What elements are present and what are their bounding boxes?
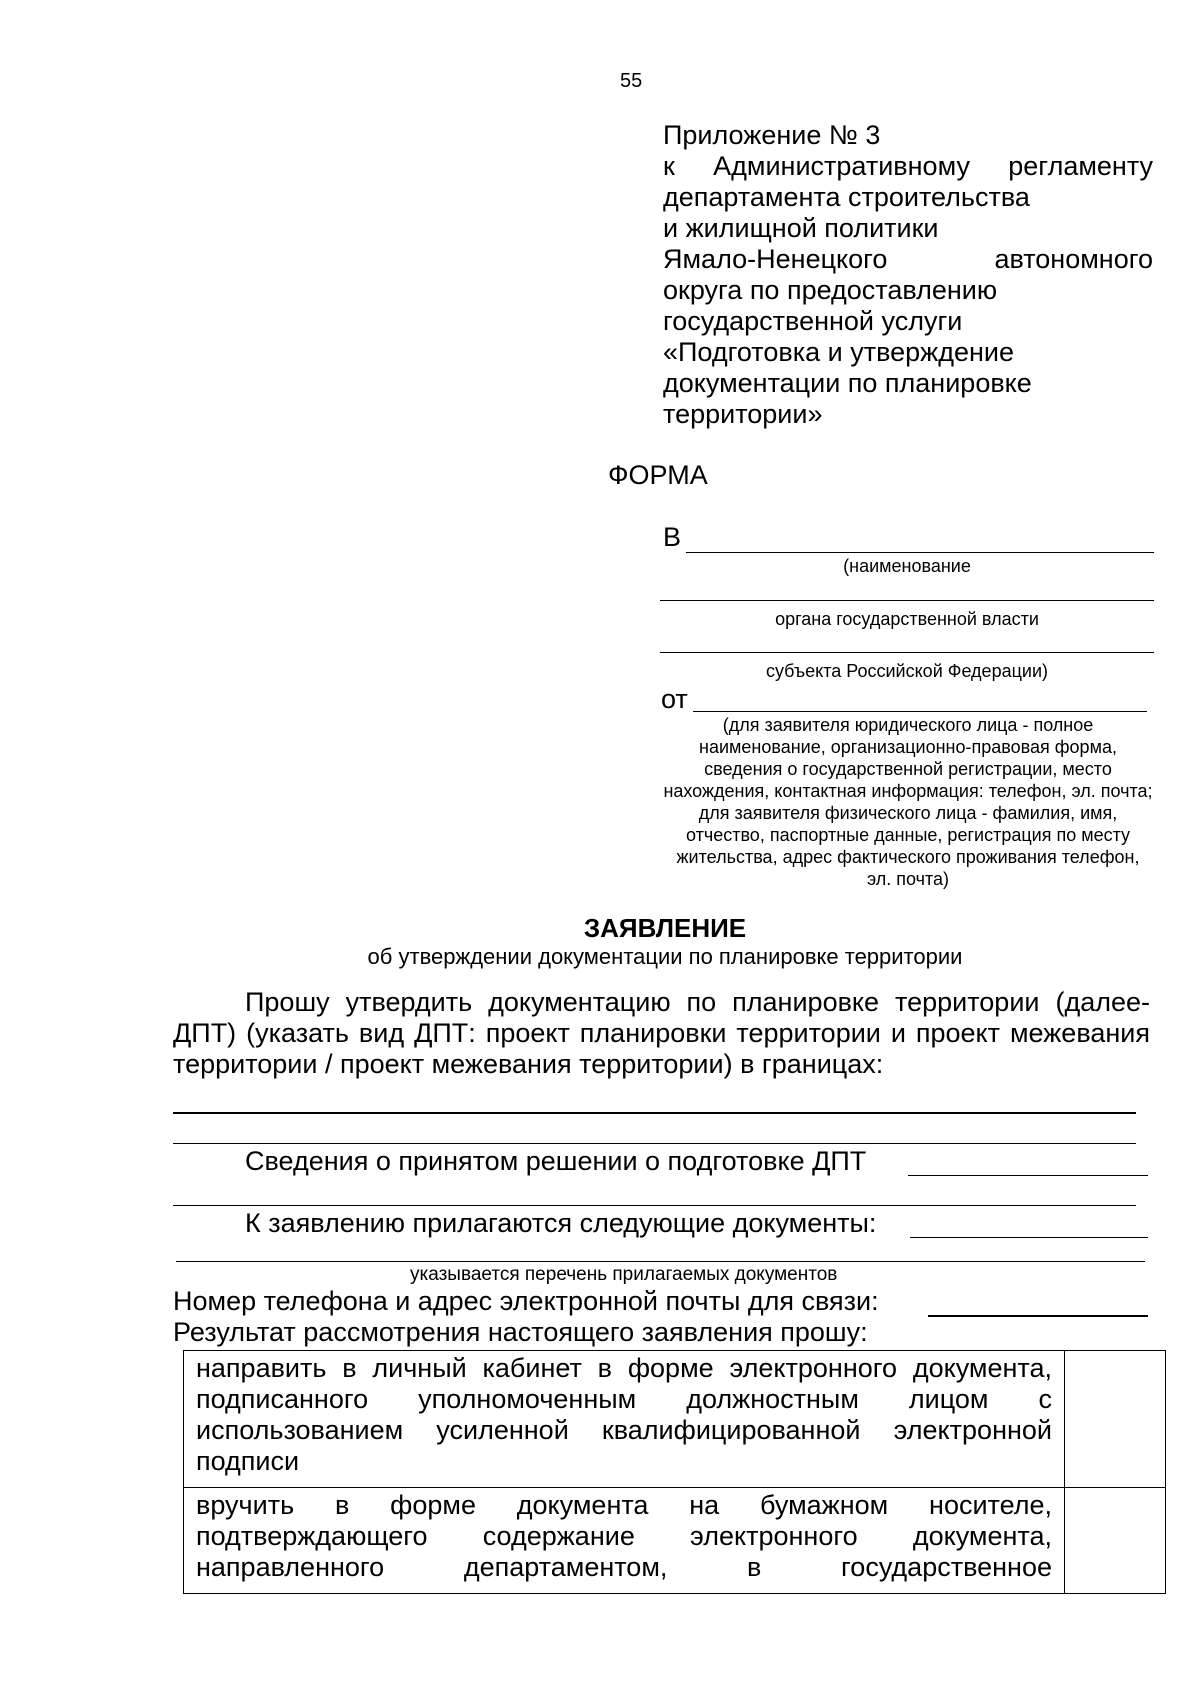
- attachments-fill-line: [910, 1237, 1148, 1238]
- boundaries-fill-line: [173, 1112, 1136, 1114]
- appendix-line: документации по планировке: [663, 368, 1032, 398]
- appendix-line: округа по предоставлению: [663, 275, 998, 305]
- appendix-line: Ямало-Ненецкого автономного: [663, 244, 1153, 274]
- recipient-prefix: В: [663, 522, 682, 552]
- result-label: Результат рассмотрения настоящего заявления прошу:: [173, 1317, 868, 1347]
- recipient-caption: органа государственной власти: [775, 609, 1039, 629]
- appendix-line: государственной услуги: [663, 306, 963, 336]
- document-subtitle: об утверждении документации по планировке территории: [367, 944, 963, 969]
- attachments-caption: указывается перечень прилагаемых документов: [410, 1264, 838, 1285]
- appendix-line: «Подготовка и утверждение: [663, 337, 1014, 367]
- appendix-line: и жилищной политики: [663, 213, 939, 243]
- appendix-line: территории»: [663, 399, 823, 429]
- recipient-caption: (наименование: [843, 556, 971, 576]
- result-option-checkbox[interactable]: [1065, 1351, 1166, 1488]
- recipient-fill-line: [660, 600, 1154, 601]
- result-option-row: [184, 1351, 1166, 1488]
- decision-fill-line: [908, 1175, 1148, 1176]
- attachments-label: К заявлению прилагаются следующие документы:: [245, 1208, 877, 1238]
- appendix-line: к Административному регламенту: [663, 151, 1153, 181]
- applicant-fill-line: [693, 711, 1147, 712]
- contact-fill-line: [928, 1315, 1148, 1317]
- decision-label: Сведения о принятом решении о подготовке ДПТ: [245, 1146, 867, 1176]
- recipient-fill-line: [660, 652, 1154, 653]
- contact-label: Номер телефона и адрес электронной почты для связи:: [173, 1286, 879, 1316]
- appendix-line: департамента строительства: [663, 182, 1030, 212]
- applicant-prefix: от: [661, 684, 688, 714]
- request-paragraph: Прошу утвердить документацию по планировке территории (далее-ДПТ) (указать вид ДПТ: проект планировки территории и проект межевания территории / проект межевания территории) в границах:: [173, 987, 1150, 1079]
- decision-fill-line: [173, 1205, 1136, 1206]
- result-options-table: [183, 1350, 1166, 1594]
- result-option-text: направить в личный кабинет в форме электронного документа, подписанного уполномоченным должностным лицом с использованием усиленной квалифицированной электронной подписи: [184, 1351, 1065, 1488]
- result-option-checkbox[interactable]: [1065, 1488, 1166, 1594]
- appendix-header: [663, 120, 1153, 430]
- appendix-line: Приложение № 3: [663, 120, 881, 150]
- applicant-note: (для заявителя юридического лица - полное наименование, организационно-правовая форма, сведения о государственной регистрации, место нахождения, контактная информация: телефон, эл. почта; для заявителя физического лица - фамилия, имя, отчество, паспортные данные, регистрация по месту жительства, адрес фактического проживания телефон, эл. почта): [663, 715, 1153, 889]
- result-option-row: [184, 1488, 1166, 1594]
- form-label: ФОРМА: [608, 460, 708, 490]
- recipient-fill-line: [686, 552, 1154, 553]
- result-option-text: вручить в форме документа на бумажном носителе, подтверждающего содержание электронного документа, направленного департаментом, в государственное: [184, 1488, 1065, 1594]
- attachments-fill-line: [176, 1261, 1145, 1262]
- document-title: ЗАЯВЛЕНИЕ: [583, 913, 747, 943]
- recipient-caption: субъекта Российской Федерации): [765, 661, 1049, 681]
- boundaries-fill-line: [173, 1143, 1136, 1144]
- page-number: 55: [620, 70, 643, 92]
